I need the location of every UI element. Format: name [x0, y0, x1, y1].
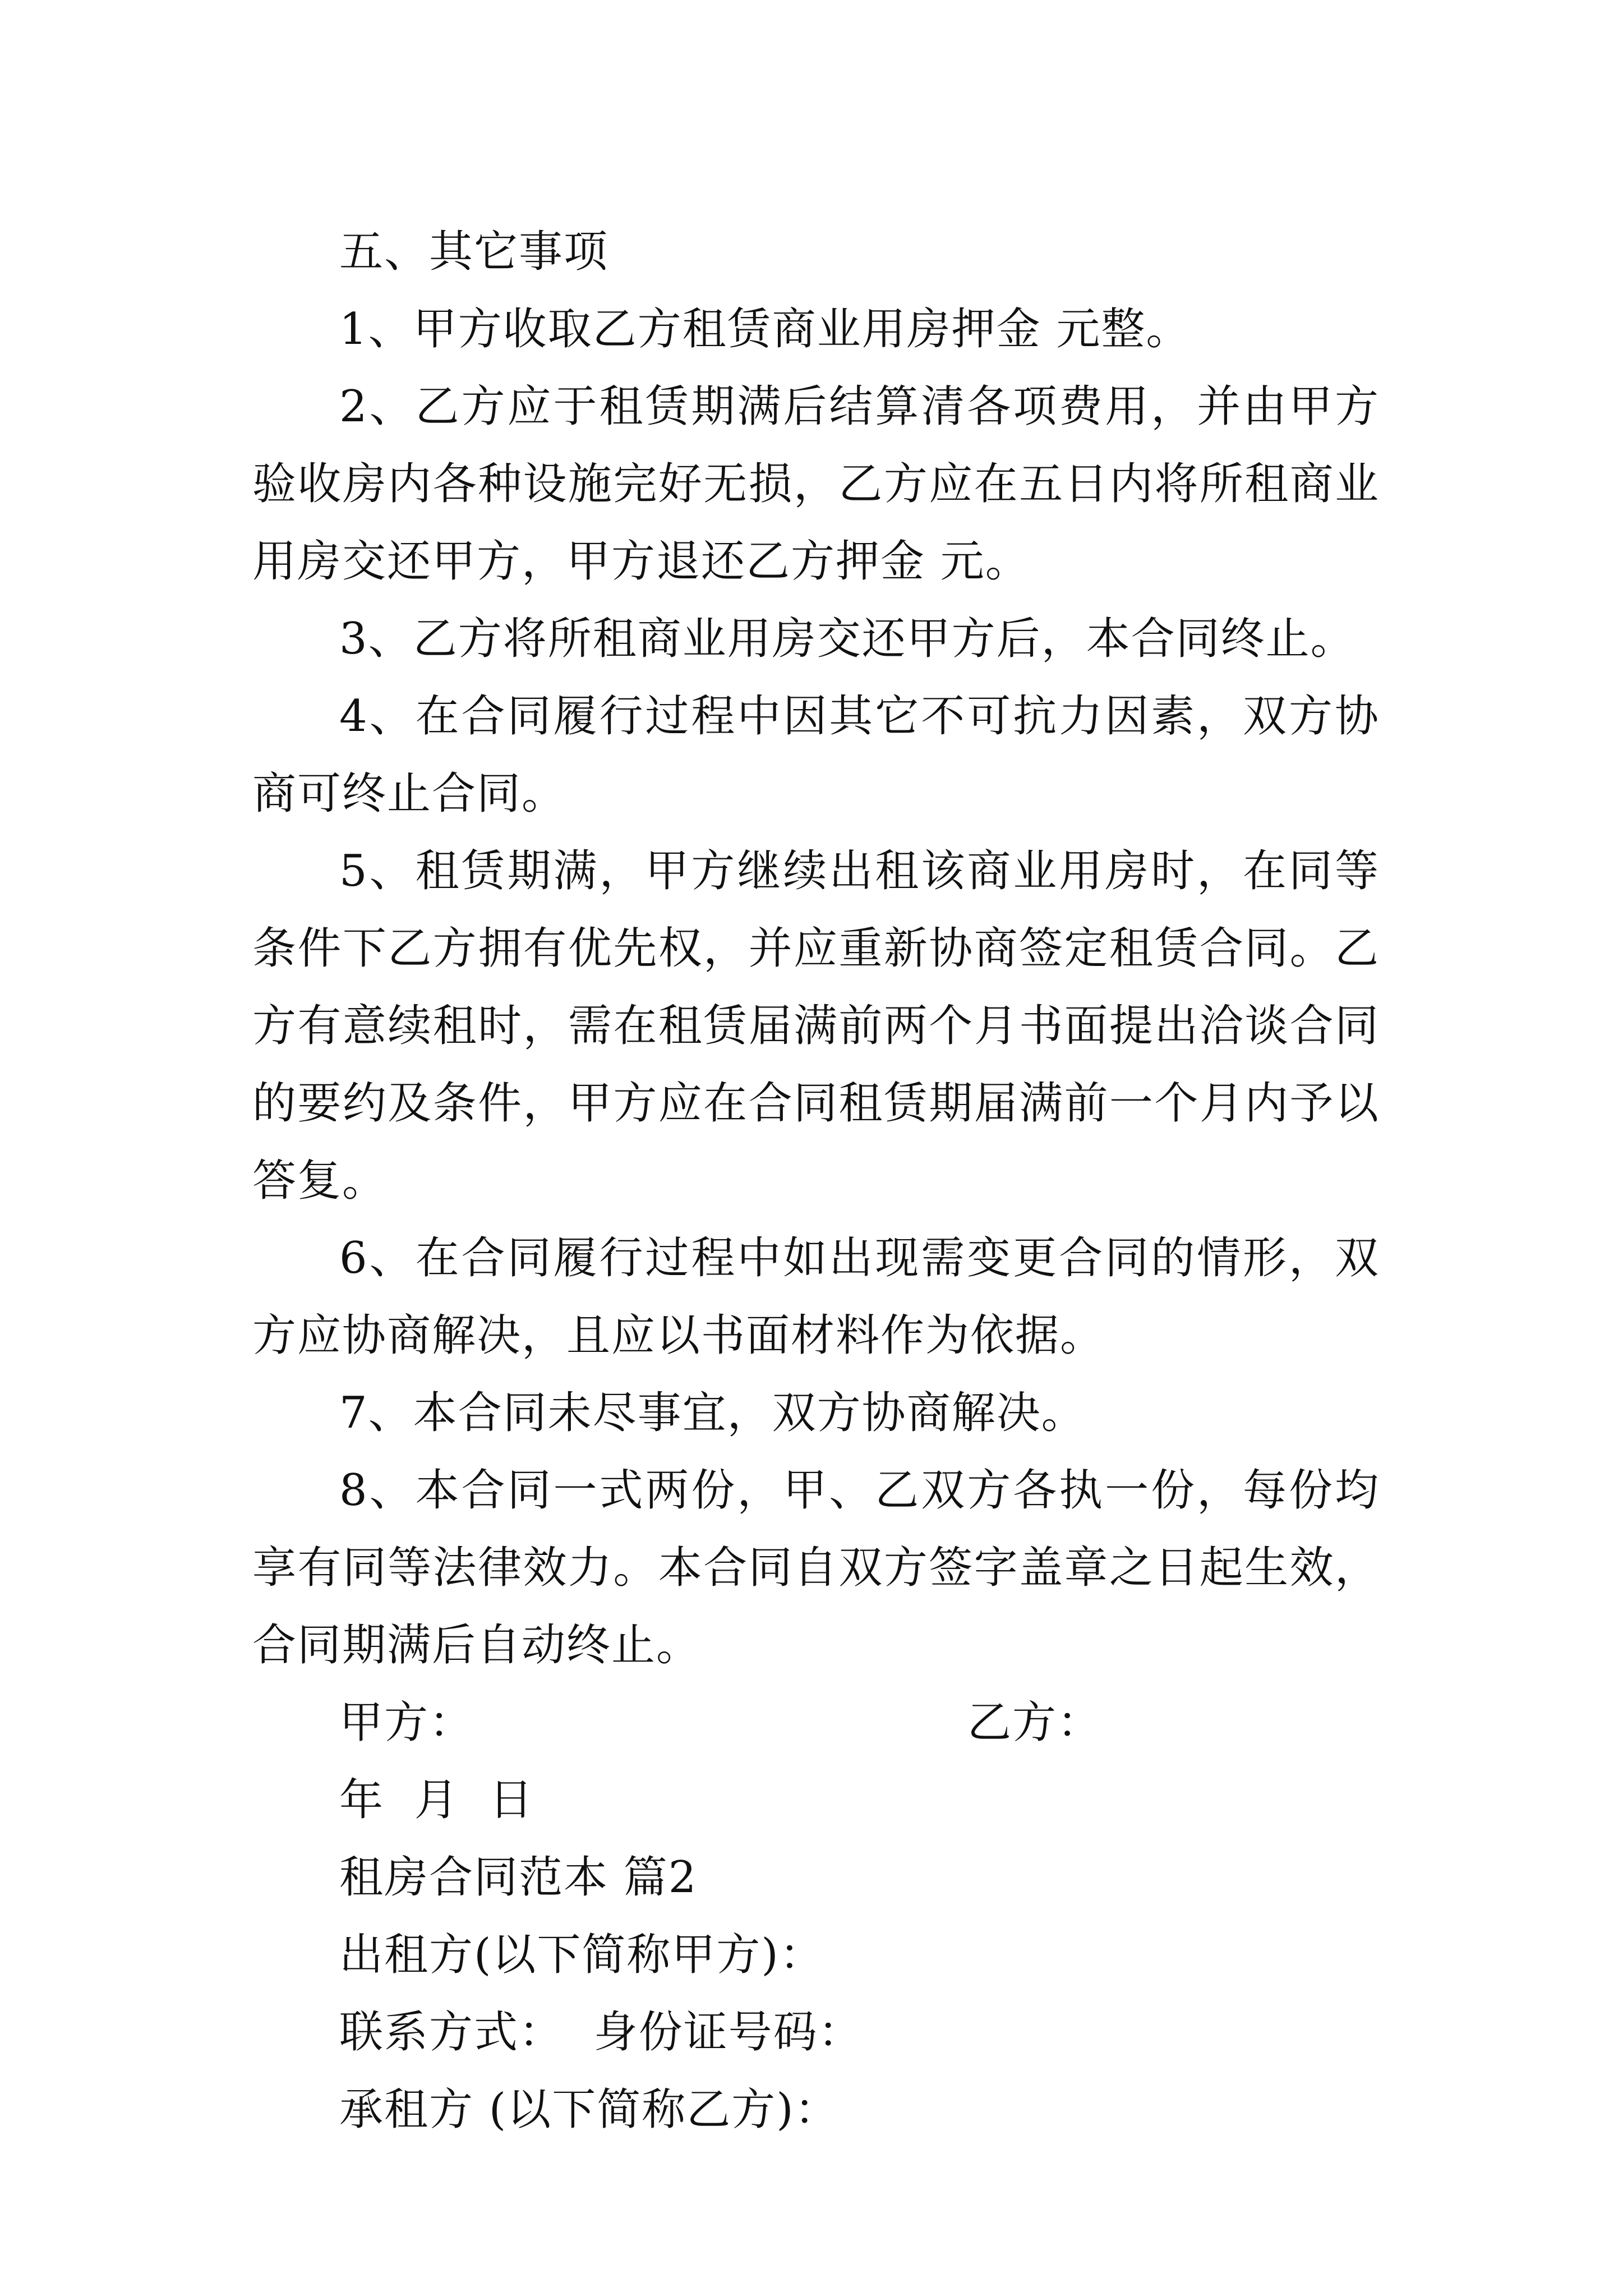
clause-3: 3、乙方将所租商业用房交还甲方后，本合同终止。 — [339, 614, 1355, 664]
document-body — [252, 213, 1380, 2148]
lessee-line: 承租方 (以下简称乙方)： — [339, 2085, 840, 2135]
clause-2: 2、乙方应于租赁期满后结算清各项费用，并由甲方验收房内各种设施完好无损，乙方应在五日内将所租商业用房交还甲方，甲方退还乙方押金 元。 — [252, 381, 1380, 587]
clause-5: 5、租赁期满，甲方继续出租该商业用房时，在同等条件下乙方拥有优先权，并应重新协商签定租赁合同。乙方有意续租时，需在租赁届满前两个月书面提出洽谈合同的要约及条件，甲方应在合同租赁期届满前一个月内予以答复。 — [252, 846, 1380, 1206]
section-heading: 五、其它事项 — [339, 227, 609, 277]
party-b-signature-label: 乙方： — [967, 1697, 1103, 1748]
clause-8: 8、本合同一式两份，甲、乙双方各执一份，每份均享有同等法律效力。本合同自双方签字盖章之日起生效，合同期满后自动终止。 — [252, 1465, 1380, 1671]
contact-line: 联系方式： 身份证号码： — [339, 2007, 863, 2058]
lessor-line: 出租方(以下简称甲方)： — [339, 1930, 824, 1980]
clause-6: 6、在合同履行过程中如出现需变更合同的情形，双方应协商解决，且应以书面材料作为依据。 — [252, 1233, 1380, 1361]
clause-4: 4、在合同履行过程中因其它不可抗力因素，双方协商可终止合同。 — [252, 691, 1380, 819]
clause-7: 7、本合同未尽事宜，双方协商解决。 — [339, 1388, 1086, 1438]
clause-1: 1、甲方收取乙方租赁商业用房押金 元整。 — [339, 304, 1191, 355]
party-a-signature-label: 甲方： — [339, 1697, 474, 1748]
next-contract-title: 租房合同范本 篇2 — [339, 1852, 698, 1903]
signature-row — [252, 1684, 1380, 1761]
date-line: 年 月 日 — [339, 1775, 534, 1825]
